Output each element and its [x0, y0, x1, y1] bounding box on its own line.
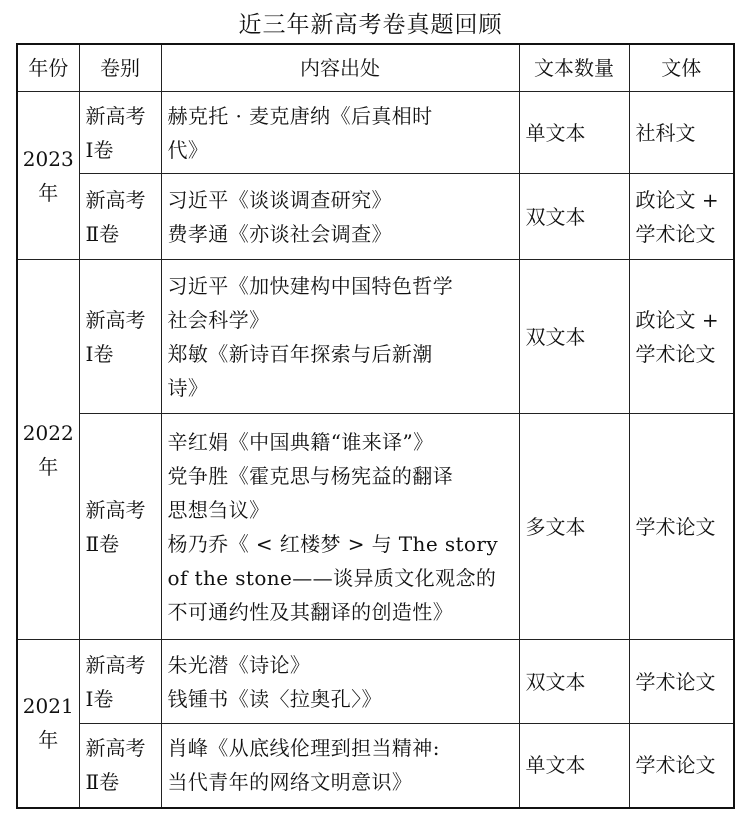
paper-volume: Ⅰ卷 [85, 341, 114, 366]
content-cell [161, 260, 519, 414]
table-row [17, 414, 734, 640]
content-line: 诗》 [167, 375, 209, 400]
genre-cell [629, 260, 734, 414]
content-line: 杨乃乔《 < 红楼梦 > 与 The story [167, 531, 499, 556]
content-line: 习近平《加快建构中国特色哲学 [167, 273, 454, 298]
paper-label: 新高考 [85, 497, 146, 522]
content-cell [161, 640, 519, 724]
paper-cell [79, 260, 161, 414]
genre-cell [629, 174, 734, 260]
content-line: 费孝通《亦谈社会调查》 [167, 221, 392, 246]
content-line: 当代青年的网络文明意识》 [167, 770, 413, 795]
paper-volume: Ⅰ卷 [85, 686, 114, 711]
count-cell: 单文本 [519, 92, 629, 174]
content-line: 钱锺书《读〈拉奥孔〉》 [167, 686, 382, 711]
exam-review-table [16, 43, 735, 809]
paper-label: 新高考 [85, 103, 146, 128]
content-cell [161, 724, 519, 808]
year-cell [17, 92, 79, 260]
header-year: 年份 [17, 44, 79, 92]
paper-volume: Ⅱ卷 [85, 770, 120, 795]
paper-label: 新高考 [85, 652, 146, 677]
header-row [17, 44, 734, 92]
genre-line: 学术论文 [635, 514, 716, 539]
paper-cell [79, 414, 161, 640]
content-line: 社会科学》 [167, 307, 270, 332]
year-unit: 年 [38, 454, 59, 479]
year-number: 2021 [22, 694, 74, 719]
table-row [17, 260, 734, 414]
paper-cell [79, 640, 161, 724]
count-cell: 双文本 [519, 174, 629, 260]
paper-label: 新高考 [85, 736, 146, 761]
content-line: of the stone——谈异质文化观念的 [167, 565, 497, 590]
content-line: 肖峰《从底线伦理到担当精神: [167, 736, 440, 761]
paper-label: 新高考 [85, 187, 146, 212]
year-number: 2023 [22, 146, 74, 171]
genre-line: 政论文 + [635, 187, 719, 212]
genre-line: 学术论文 [635, 669, 716, 694]
table-row [17, 640, 734, 724]
genre-line: 学术论文 [635, 753, 716, 778]
header-genre: 文体 [629, 44, 734, 92]
content-line: 辛红娟《中国典籍“谁来译”》 [167, 429, 434, 454]
genre-line: 政论文 + [635, 307, 719, 332]
paper-volume: Ⅰ卷 [85, 137, 114, 162]
count-cell: 多文本 [519, 414, 629, 640]
content-line: 不可通约性及其翻译的创造性》 [167, 599, 454, 624]
year-unit: 年 [38, 728, 59, 753]
content-line: 赫克托 · 麦克唐纳《后真相时 [167, 103, 433, 128]
content-line: 习近平《谈谈调查研究》 [167, 187, 392, 212]
table-row [17, 174, 734, 260]
paper-cell [79, 174, 161, 260]
content-cell [161, 92, 519, 174]
year-unit: 年 [38, 180, 59, 205]
genre-cell [629, 92, 734, 174]
genre-cell [629, 640, 734, 724]
table-row [17, 92, 734, 174]
paper-volume: Ⅱ卷 [85, 221, 120, 246]
paper-cell [79, 724, 161, 808]
paper-volume: Ⅱ卷 [85, 531, 120, 556]
content-line: 朱光潜《诗论》 [167, 652, 311, 677]
genre-line: 社科文 [635, 120, 696, 145]
content-line: 党争胜《霍克思与杨宪益的翻译 [167, 463, 454, 488]
genre-cell [629, 414, 734, 640]
year-cell [17, 640, 79, 808]
content-line: 郑敏《新诗百年探索与后新潮 [167, 341, 433, 366]
header-count: 文本数量 [519, 44, 629, 92]
content-line: 思想刍议》 [167, 497, 270, 522]
count-cell: 单文本 [519, 724, 629, 808]
content-line: 代》 [167, 137, 209, 162]
count-cell: 双文本 [519, 260, 629, 414]
genre-line: 学术论文 [635, 341, 716, 366]
genre-cell [629, 724, 734, 808]
content-cell [161, 414, 519, 640]
year-number: 2022 [22, 420, 74, 445]
paper-label: 新高考 [85, 307, 146, 332]
count-cell: 双文本 [519, 640, 629, 724]
year-cell [17, 260, 79, 640]
content-cell [161, 174, 519, 260]
header-content: 内容出处 [161, 44, 519, 92]
genre-line: 学术论文 [635, 221, 716, 246]
table-row [17, 724, 734, 808]
page-title: 近三年新高考卷真题回顾 [238, 12, 503, 38]
paper-cell [79, 92, 161, 174]
header-paper: 卷别 [79, 44, 161, 92]
